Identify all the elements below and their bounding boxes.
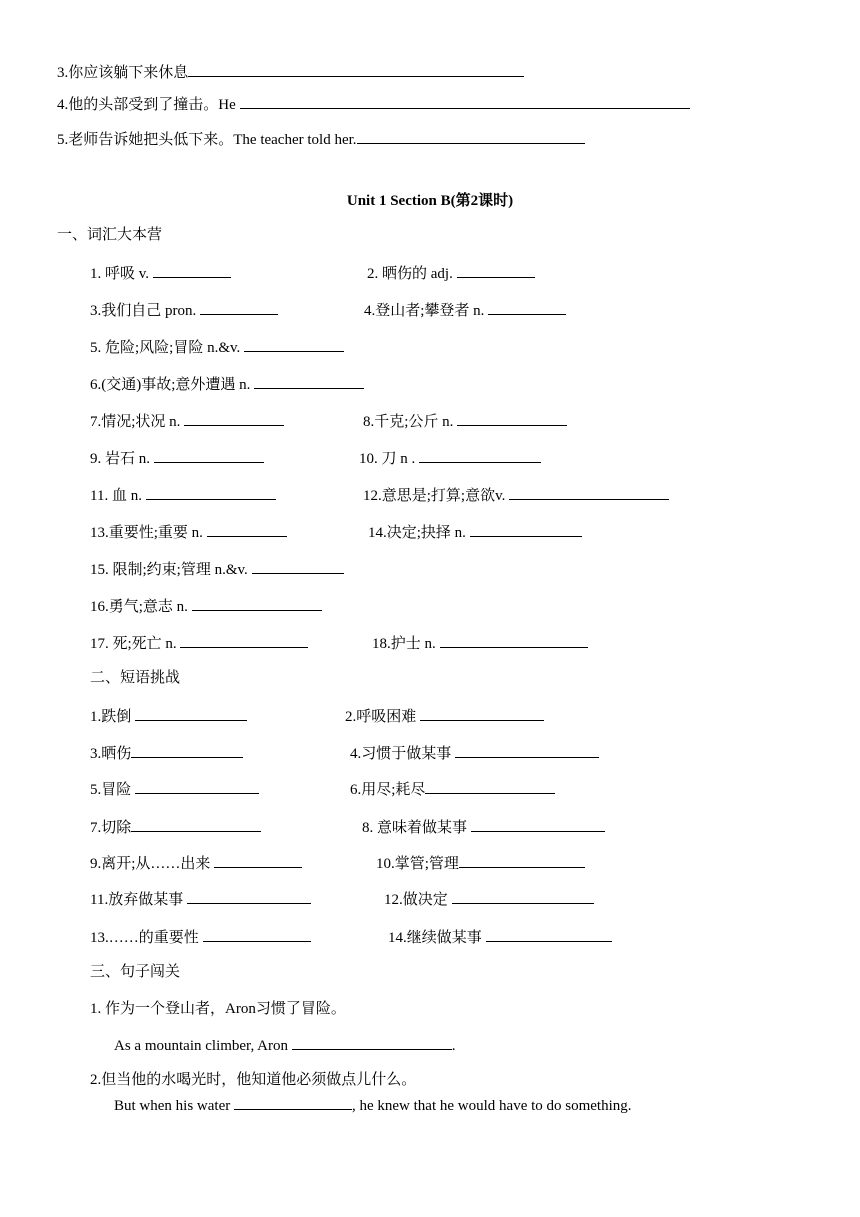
answer-blank[interactable] — [146, 484, 276, 500]
phrase-item-6: 6.用尽;耗尽 — [350, 778, 555, 800]
vocab-item-3: 3.我们自己 pron. — [90, 299, 278, 321]
vocab-item-16: 16.勇气;意志 n. — [90, 595, 322, 617]
vocab-item-18: 18.护士 n. — [372, 632, 588, 654]
answer-blank[interactable] — [420, 705, 544, 721]
vocab-item-17: 17. 死;死亡 n. — [90, 632, 308, 654]
phrase-item-9: 9.离开;从……出来 — [90, 852, 302, 874]
answer-blank[interactable] — [200, 299, 278, 315]
answer-blank[interactable] — [234, 1094, 352, 1110]
answer-blank[interactable] — [470, 521, 582, 537]
vocab-item-12: 12.意思是;打算;意欲v. — [363, 484, 669, 506]
sentence-cn-2: 2.但当他的水喝光时，他知道他必须做点儿什么。 — [90, 1072, 417, 1088]
phrase-item-13: 13.……的重要性 — [90, 926, 311, 948]
phrase-item-5: 5.冒险 — [90, 778, 259, 800]
section-heading-phrases: 二、短语挑战 — [90, 670, 181, 686]
answer-blank[interactable] — [131, 742, 243, 758]
answer-blank[interactable] — [488, 299, 566, 315]
prompt-text: 3.你应该躺下来休息 — [57, 65, 189, 81]
section-heading-vocab: 一、词汇大本营 — [57, 227, 163, 243]
answer-blank[interactable] — [244, 336, 344, 352]
phrase-item-14: 14.继续做某事 — [388, 926, 612, 948]
phrase-item-11: 11.放弃做某事 — [90, 888, 311, 910]
phrase-item-8: 8. 意味着做某事 — [362, 816, 605, 838]
answer-blank[interactable] — [419, 447, 541, 463]
phrase-item-4: 4.习惯于做某事 — [350, 742, 599, 764]
vocab-item-4: 4.登山者;攀登者 n. — [364, 299, 566, 321]
answer-blank[interactable] — [509, 484, 669, 500]
answer-blank[interactable] — [184, 410, 284, 426]
answer-blank[interactable] — [214, 852, 302, 868]
section-heading-sentences: 三、句子闯关 — [90, 964, 181, 980]
answer-blank[interactable] — [459, 852, 585, 868]
vocab-item-15: 15. 限制;约束;管理 n.&v. — [90, 558, 344, 580]
phrase-item-2: 2.呼吸困难 — [345, 705, 544, 727]
vocab-item-8: 8.千克;公斤 n. — [363, 410, 567, 432]
answer-blank[interactable] — [254, 373, 364, 389]
answer-blank[interactable] — [457, 410, 567, 426]
answer-blank[interactable] — [455, 742, 599, 758]
vocab-item-11: 11. 血 n. — [90, 484, 276, 506]
phrase-item-3: 3.晒伤 — [90, 742, 243, 764]
answer-blank[interactable] — [240, 93, 690, 109]
answer-blank[interactable] — [131, 816, 261, 832]
vocab-item-2: 2. 晒伤的 adj. — [367, 262, 535, 284]
answer-blank[interactable] — [425, 778, 555, 794]
answer-blank[interactable] — [135, 778, 259, 794]
top-line-3 — [57, 61, 524, 83]
vocab-item-14: 14.决定;抉择 n. — [368, 521, 582, 543]
answer-blank[interactable] — [188, 61, 524, 77]
answer-blank[interactable] — [153, 262, 231, 278]
vocab-item-5: 5. 危险;风险;冒险 n.&v. — [90, 336, 344, 358]
answer-blank[interactable] — [292, 1034, 452, 1050]
vocab-item-1: 1. 呼吸 v. — [90, 262, 231, 284]
answer-blank[interactable] — [471, 816, 605, 832]
top-line-4 — [57, 93, 690, 115]
phrase-item-10: 10.掌管;管理 — [376, 852, 585, 874]
vocab-item-13: 13.重要性;重要 n. — [90, 521, 287, 543]
sentence-cn-1: 1. 作为一个登山者，Aron习惯了冒险。 — [90, 1001, 346, 1017]
answer-blank[interactable] — [207, 521, 287, 537]
answer-blank[interactable] — [457, 262, 535, 278]
answer-blank[interactable] — [187, 888, 311, 904]
answer-blank[interactable] — [486, 926, 612, 942]
vocab-item-6: 6.(交通)事故;意外遭遇 n. — [90, 373, 364, 395]
vocab-item-7: 7.情况;状况 n. — [90, 410, 284, 432]
prompt-text: 5.老师告诉她把头低下来。The teacher told her. — [57, 132, 357, 148]
page-title: Unit 1 Section B(第2课时) — [346, 193, 514, 209]
answer-blank[interactable] — [252, 558, 344, 574]
phrase-item-12: 12.做决定 — [384, 888, 594, 910]
answer-blank[interactable] — [180, 632, 308, 648]
vocab-item-9: 9. 岩石 n. — [90, 447, 264, 469]
top-line-5 — [57, 128, 585, 150]
answer-blank[interactable] — [357, 128, 585, 144]
vocab-item-10: 10. 刀 n . — [359, 447, 541, 469]
answer-blank[interactable] — [154, 447, 264, 463]
phrase-item-7: 7.切除 — [90, 816, 261, 838]
answer-blank[interactable] — [452, 888, 594, 904]
sentence-en-2: But when his water , he knew that he would have to do something. — [114, 1094, 632, 1116]
phrase-item-1: 1.跌倒 — [90, 705, 247, 727]
sentence-en-1: As a mountain climber, Aron . — [114, 1034, 455, 1056]
answer-blank[interactable] — [203, 926, 311, 942]
prompt-text: 4.他的头部受到了撞击。He — [57, 97, 240, 113]
answer-blank[interactable] — [135, 705, 247, 721]
answer-blank[interactable] — [192, 595, 322, 611]
answer-blank[interactable] — [440, 632, 588, 648]
